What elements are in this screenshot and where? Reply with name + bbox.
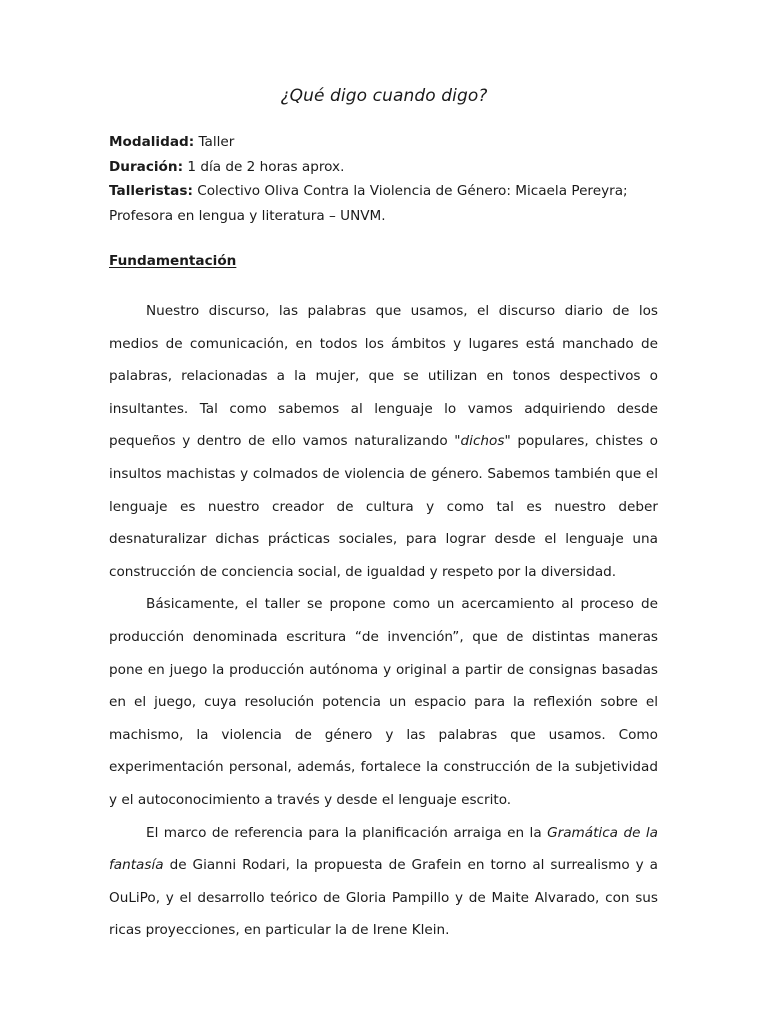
duracion-label: Duración: bbox=[109, 158, 184, 175]
modalidad-value: Taller bbox=[198, 134, 235, 150]
paragraph-3 bbox=[109, 817, 658, 947]
paragraph-1-emphasis: "dichos" bbox=[454, 433, 511, 450]
modalidad-row bbox=[109, 130, 669, 155]
paragraph-1-part-a: Nuestro discurso, las palabras que usamos, el discurso diario de los medios de comunicación, en todos los ámbitos y lugares está manchado de palabras, relacionadas a la mujer, que se utilizan en tonos despectivos o insultantes. Tal como sabemos al lenguaje lo vamos adquiriendo desde pequeños y dentro de ello vamos naturalizando bbox=[109, 303, 658, 450]
paragraph-2: Básicamente, el taller se propone como un acercamiento al proceso de producción denominada escritura “de invención”, que de distintas maneras pone en juego la producción autónoma y original a partir de consignas basadas en el juego, cuya resolución potencia un espacio para la reflexión sobre el machismo, la violencia de género y las palabras que usamos. Como experimentación personal, además, fortalece la construcción de la subjetividad y el autoconocimiento a través y desde el lenguaje escrito. bbox=[109, 596, 658, 808]
workshop-details bbox=[109, 130, 669, 228]
talleristas-row-continued bbox=[109, 204, 669, 229]
section-heading-fundamentacion: Fundamentación bbox=[109, 253, 237, 269]
talleristas-value-line2: Profesora en lengua y literatura – UNVM. bbox=[109, 207, 386, 224]
paragraph-3-emphasis: Gramática de la fantasía bbox=[109, 824, 658, 874]
duracion-row bbox=[109, 155, 669, 180]
body-text bbox=[109, 295, 658, 947]
duracion-value: 1 día de 2 horas aprox. bbox=[187, 158, 345, 175]
talleristas-row bbox=[109, 179, 669, 204]
talleristas-value-line1: Colectivo Oliva Contra la Violencia de Género: Micaela Pereyra; bbox=[197, 183, 628, 199]
paragraph-3-part-b: de Gianni Rodari, la propuesta de Grafein en torno al surrealismo y a OuLiPo, y el desarrollo teórico de Gloria Pampillo y de Maite Alvarado, con sus ricas proyecciones, en particular la de Irene Klein. bbox=[109, 857, 658, 939]
modalidad-label: Modalidad: bbox=[109, 134, 195, 150]
document-title: ¿Qué digo cuando digo? bbox=[280, 86, 488, 106]
paragraph-1 bbox=[109, 295, 658, 588]
talleristas-label: Talleristas: bbox=[109, 183, 193, 199]
paragraph-3-part-a: El marco de referencia para la planificación arraiga en la bbox=[146, 824, 548, 841]
paragraph-1-part-b: populares, chistes o insultos machistas y colmados de violencia de género. Sabemos también que el lenguaje es nuestro creador de cultura y como tal es nuestro deber desnaturalizar dichas prácticas sociales, para lograr desde el lenguaje una construcción de conciencia social, de igualdad y respeto por la diversidad. bbox=[109, 433, 659, 580]
